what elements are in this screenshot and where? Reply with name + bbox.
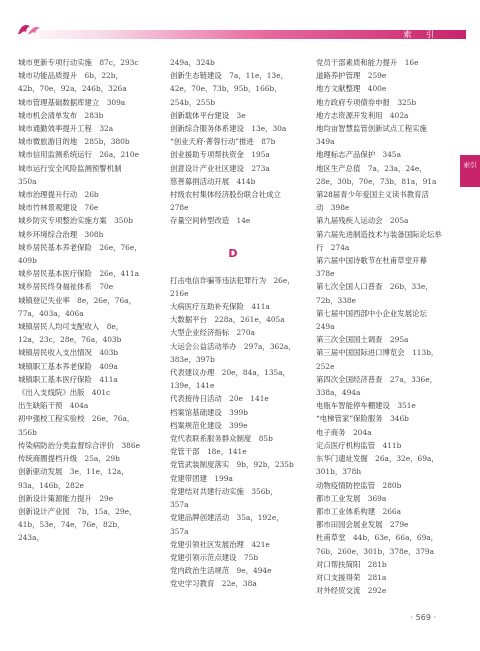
index-term: 第六届先进制造技术与装备国际论坛举行 — [316, 229, 442, 252]
page-refs: 113b，252e — [316, 348, 439, 371]
index-entry — [170, 109, 296, 122]
index-term: 创新生态链建设 — [170, 71, 230, 81]
index-term: 对口支援得荣 — [316, 572, 368, 582]
index-entry — [18, 280, 144, 293]
index-term: 都市工业体系构建 — [316, 506, 383, 516]
index-entry — [170, 135, 296, 148]
page-refs: 29e — [99, 493, 114, 503]
index-entry — [316, 479, 442, 492]
index-term: 动物疫情防控监管 — [316, 480, 383, 490]
page-refs: 205a — [389, 216, 409, 226]
index-term: 《出入支线院》出版 — [18, 388, 92, 398]
page-refs: 26a，210e — [99, 150, 139, 160]
index-term: 道路养护管理 — [316, 71, 368, 81]
index-term: 第七次全国人口普查 — [316, 282, 390, 292]
index-entry — [316, 228, 442, 254]
page-refs: 195a — [251, 150, 270, 160]
page-refs: 9e，494e — [236, 566, 272, 576]
index-entry — [316, 82, 442, 95]
index-entry — [18, 96, 144, 109]
index-term: 第28届青少年爱国主义读书教育活动 — [316, 190, 429, 213]
page-refs: 70e — [99, 282, 114, 292]
index-term: 城市机会清单发布 — [18, 110, 85, 120]
page-refs: 26a，32e，69a，301b，378h — [316, 454, 439, 477]
index-term: 城市功能品质提升 — [18, 71, 85, 81]
page-refs: 399b — [229, 407, 248, 417]
index-entry — [18, 360, 144, 373]
index-entry — [316, 571, 442, 584]
index-term: 城镇职工基本养老保险 — [18, 361, 100, 371]
index-term: 城市竹林景观建设 — [18, 203, 85, 213]
page-refs: 26e，76a，356b — [18, 414, 135, 437]
index-term: 城乡居民终身福祉体系 — [18, 282, 100, 292]
index-entry — [18, 109, 144, 122]
index-entry — [316, 373, 442, 399]
index-term: “创业天府·菁蓉行动”推进 — [170, 137, 262, 147]
page-refs: 87b — [261, 137, 276, 147]
index-term: 城乡居民基本养老保险 — [18, 242, 100, 252]
index-term: 党建带团建 — [170, 473, 215, 483]
index-term: 初中强校工程实验校 — [18, 414, 92, 424]
index-column-2 — [170, 56, 296, 591]
index-entry — [18, 452, 144, 465]
index-entry — [170, 188, 296, 214]
page-refs: 297a，362a，383e，397b — [170, 341, 296, 364]
index-term: 城镇居民收入支出情况 — [18, 348, 100, 358]
index-term: 城市管理基础数据库建立 — [18, 97, 107, 107]
page-refs: 409a — [99, 361, 118, 371]
index-column-3 — [316, 56, 442, 597]
page-refs: 204a — [352, 427, 372, 437]
index-term: 村级农村集体经济股份联合社成立 — [170, 190, 289, 200]
index-term: 代表建议办理 — [170, 368, 222, 378]
index-entry — [316, 505, 442, 518]
index-column-1 — [18, 56, 144, 545]
page-refs: 76e — [84, 203, 99, 213]
index-entry — [18, 201, 144, 214]
page-refs: 411a — [251, 302, 270, 312]
index-term: 党建结对共建行动实施 — [170, 486, 252, 496]
page-refs: 7a，23a，24e，28e，30b，70e，73b，81a，91a — [316, 163, 437, 186]
index-entry — [316, 492, 442, 505]
page-refs: 87c，293c — [99, 58, 139, 67]
page-refs: 26b，33e，72b，338e — [316, 282, 433, 305]
index-term: 对口帮扶简阳 — [316, 559, 368, 569]
page-refs: 308h — [84, 229, 104, 239]
index-entry — [316, 333, 442, 346]
index-term: 城市通勤效率提升工程 — [18, 124, 100, 134]
index-term: 地方文献整理 — [316, 84, 368, 94]
index-entry — [18, 162, 144, 188]
page-refs: 285b，380b — [84, 137, 130, 147]
index-term: 第四次全国经济普查 — [316, 374, 390, 384]
index-entry — [18, 412, 144, 438]
index-term: 地区生产总值 — [316, 163, 368, 173]
index-term: 创新设计产业园 — [18, 506, 78, 516]
index-term: 第六届中国诗歌节在杜甫草堂开幕 — [316, 256, 435, 266]
index-term: 存量空间转型改造 — [170, 216, 237, 226]
index-entry — [316, 584, 442, 597]
index-entry — [170, 148, 296, 161]
index-entry — [316, 531, 442, 557]
page-refs: 228a，261e，405a — [214, 315, 285, 325]
index-term: 城乡环境综合治理 — [18, 229, 85, 239]
index-entry — [18, 294, 144, 320]
index-term: 城市更新专项行动实施 — [18, 58, 100, 67]
page-refs: 8e，12a，23c，28e，76a，403b — [18, 322, 124, 345]
index-term: 都市工业发展 — [316, 493, 368, 503]
page-refs: 13e，30a — [251, 124, 287, 134]
page-refs: 259e — [367, 71, 387, 81]
page-refs: 411b — [382, 440, 402, 450]
index-entry — [316, 518, 442, 531]
page-refs: 7a，11e，13e，42e，70e，73b，95b，166b，254b，255b — [170, 71, 288, 107]
index-term: 打击电信诈骗等违法犯罪行为 — [170, 275, 274, 285]
page-refs: 3e — [236, 110, 246, 120]
index-entry — [18, 439, 144, 452]
page-refs: 9b，92b，235b — [236, 460, 294, 470]
page-refs: 351e — [397, 401, 416, 411]
index-term: 城镇职工基本医疗保险 — [18, 374, 100, 384]
page-refs: 20e 141e — [229, 394, 269, 404]
index-entry — [170, 214, 296, 227]
page-refs: 20e，84a，135a，139e，141e — [170, 368, 291, 391]
page-refs: 350b — [114, 216, 133, 226]
page-refs: 26e，76e，409b — [18, 242, 142, 266]
index-entry — [170, 564, 296, 577]
index-term: 党建引领示范点建设 — [170, 552, 244, 562]
index-term: 城市信用监测系统运行 — [18, 150, 100, 160]
page-refs: 85b — [258, 434, 273, 444]
index-entry — [316, 426, 442, 439]
page-refs: 22e，38a — [221, 579, 257, 589]
index-term: 第七届中国西部中小企业发展论坛 — [316, 308, 435, 318]
page-refs: 18e，141e — [206, 447, 247, 457]
index-entry — [18, 492, 144, 505]
index-entry — [170, 274, 296, 300]
header-title: 索 引 — [403, 30, 440, 39]
page-refs: 309a — [106, 97, 126, 107]
index-term: 档案馆基础建设 — [170, 407, 230, 417]
page-refs: 279e — [389, 520, 409, 530]
index-term: 地均亩智慧监管创新试点工程实施 — [316, 124, 435, 134]
page-refs: 35a，192e，357a — [170, 513, 284, 536]
index-term: 地方志资源开发利用 — [316, 110, 390, 120]
index-entry — [18, 56, 144, 69]
index-entry — [170, 511, 296, 537]
index-term: 城市运行安全风险监测预警机制 — [18, 163, 129, 173]
index-entry — [18, 148, 144, 161]
index-term: 党建引领社区发展治理 — [170, 539, 252, 549]
index-entry — [18, 135, 144, 148]
index-entry — [316, 254, 442, 280]
index-entry — [18, 386, 144, 399]
page-refs: 249a — [316, 322, 335, 332]
index-entry — [170, 538, 296, 551]
index-entry — [316, 188, 442, 214]
index-term: 慈善募捐活动开展 — [170, 176, 237, 186]
index-entry — [316, 109, 442, 122]
page-refs: 266a — [382, 506, 402, 516]
index-term: 创业援助专项帮扶资金 — [170, 150, 252, 160]
index-entry — [170, 313, 296, 326]
index-entry — [18, 320, 144, 346]
index-term: 大数据平台 — [170, 315, 215, 325]
page-refs: 295a — [389, 335, 409, 345]
index-entry — [170, 406, 296, 419]
page-refs: 345a — [382, 150, 402, 160]
index-entry — [170, 162, 296, 175]
index-side-tab[interactable]: 索引 — [460, 155, 480, 187]
page-refs: 8e，26e，76a，77a，403a，406a — [18, 295, 136, 318]
index-entry — [170, 551, 296, 564]
page-refs: 421e — [251, 539, 270, 549]
index-term: 传染病防治分类监督综合评价 — [18, 440, 122, 450]
index-entry — [18, 241, 144, 267]
index-term: 党员干部素质和能力提升 — [316, 58, 405, 67]
index-entry — [18, 69, 144, 95]
index-entry — [316, 162, 442, 188]
page-refs: 404a — [69, 401, 89, 411]
index-term: 都市田园会展业发展 — [316, 520, 390, 530]
index-term: 地理标志产品保护 — [316, 150, 383, 160]
index-entry — [170, 432, 296, 445]
index-entry — [316, 69, 442, 82]
index-entry — [316, 412, 442, 425]
page-refs: 356b，357a — [170, 486, 278, 510]
index-entry — [18, 465, 144, 491]
index-term: 档案规范化建设 — [170, 420, 230, 430]
page-refs: 414b — [236, 176, 256, 186]
index-term: 创意设计产业社区建设 — [170, 163, 252, 173]
index-entry — [316, 307, 442, 333]
index-term: 创新载体平台建设 — [170, 110, 237, 120]
index-entry — [316, 399, 442, 412]
index-term: 出生缺陷干预 — [18, 401, 70, 411]
page-refs: 280b — [382, 480, 402, 490]
index-term: 传统商圈提档升级 — [18, 454, 85, 464]
page-refs: 75b — [243, 552, 259, 562]
page-refs: 350a — [18, 176, 37, 186]
index-entry — [316, 122, 442, 148]
page-refs: 325b — [397, 97, 417, 107]
index-term: 东华门遗址发掘 — [316, 454, 376, 464]
index-term: 创新驱动发展 — [18, 467, 70, 477]
page-refs: 292e — [367, 586, 387, 596]
index-entry — [170, 577, 296, 590]
index-term: 第九届残疾人运动会 — [316, 216, 390, 226]
index-term: 杜甫草堂 — [316, 533, 353, 543]
index-term: 党代表联系服务群众制度 — [170, 434, 259, 444]
page-refs: 346b — [390, 414, 409, 424]
index-term: 城乡防灾专项整治实施方案 — [18, 216, 115, 226]
page-refs: 349a — [316, 137, 335, 147]
index-entry — [18, 228, 144, 241]
index-entry — [170, 445, 296, 458]
page-refs: 27a，336e，338a，494a — [316, 374, 437, 398]
page-refs: 44b，63e，66a，69a，76b，260e，301b，378e，379a — [316, 533, 439, 556]
page-refs: 270a — [236, 328, 256, 338]
page-refs: 26e，411a — [99, 269, 139, 279]
index-entry — [316, 56, 442, 69]
page-refs: 403b — [99, 348, 119, 358]
section-letter: D — [228, 246, 238, 260]
index-term: 第三次全国国土调查 — [316, 335, 390, 345]
index-entry — [316, 214, 442, 227]
index-entry — [18, 373, 144, 386]
page-refs: 399e — [229, 420, 248, 430]
page-refs: 278e — [170, 203, 189, 213]
index-term: 电瓶车智能停车棚建设 — [316, 401, 398, 411]
index-term: 党管武装制度落实 — [170, 460, 237, 470]
page-refs: 401c — [91, 388, 111, 398]
page-refs: 25a，29b — [84, 454, 120, 464]
page-refs: 281b — [367, 559, 387, 569]
index-entry — [170, 419, 296, 432]
page-refs: 3e，11e，12a，93a，146b，282e — [18, 467, 129, 490]
decorative-logo-icon — [14, 20, 42, 38]
page-refs: 400e — [367, 84, 387, 94]
page-refs: 273a — [251, 163, 270, 173]
index-entry — [316, 148, 442, 161]
index-entry — [170, 69, 296, 109]
index-term: “电梯管家”保险服务 — [316, 414, 391, 424]
index-term: 创新综合服务体系建设 — [170, 124, 252, 134]
page-refs: 402a — [389, 110, 409, 120]
index-term: 对外经贸交流 — [316, 586, 368, 596]
page-refs: 249a，324b — [170, 58, 215, 67]
index-term: 党管干部 — [170, 447, 207, 457]
page-number: · 569 · — [410, 613, 436, 622]
page-refs: 369a — [367, 493, 387, 503]
index-entry — [18, 346, 144, 359]
index-term: 城市治理提升行动 — [18, 190, 85, 200]
index-entry — [18, 267, 144, 280]
index-entry — [170, 458, 296, 471]
page-refs: 7b，15a，29e，41b，53e，74e，76e，82b，243a， — [18, 506, 137, 543]
page-refs: 6b，22b，42b，70e，92a，246b，326a — [18, 71, 127, 94]
page-refs: 16e — [404, 58, 419, 67]
index-term: 创新设计策源能力提升 — [18, 493, 100, 503]
index-entry — [170, 392, 296, 405]
index-entry — [18, 399, 144, 412]
index-term: 城镇居民人均可支配收入 — [18, 322, 107, 332]
index-entry — [18, 122, 144, 135]
index-term: 代表接待日活动 — [170, 394, 230, 404]
index-entry — [316, 96, 442, 109]
index-entry — [316, 439, 442, 452]
index-term: 城乡居民基本医疗保险 — [18, 269, 100, 279]
index-entry — [170, 366, 296, 392]
page-refs: 26e，216e — [170, 275, 295, 298]
page-refs: 199a — [214, 473, 233, 483]
index-entry — [170, 300, 296, 313]
index-term: 党内政治生活规范 — [170, 566, 237, 576]
index-term: 党建品牌创建活动 — [170, 513, 237, 523]
index-entry — [170, 485, 296, 511]
index-entry — [170, 56, 296, 69]
index-entry — [170, 122, 296, 135]
index-entry — [18, 505, 144, 545]
page-refs: 32a — [99, 124, 114, 134]
index-term: 大病医疗互助补充保险 — [170, 302, 252, 312]
index-entry — [18, 188, 144, 201]
index-term: 大型企业经济指标 — [170, 328, 237, 338]
page-refs: 283b — [84, 110, 104, 120]
index-term: 定点医疗机构监管 — [316, 440, 383, 450]
page-refs: 386e — [121, 440, 140, 450]
index-entry — [316, 280, 442, 306]
index-entry — [316, 346, 442, 372]
index-entry — [18, 214, 144, 227]
index-entry — [316, 452, 442, 478]
page-refs: 398e — [330, 203, 350, 213]
index-term: 第三届中国国际进口博览会 — [316, 348, 413, 358]
index-entry — [170, 472, 296, 485]
page-refs: 411a — [99, 374, 118, 384]
page-refs: 14e — [236, 216, 251, 226]
index-entry — [170, 340, 296, 366]
page-refs: 281a — [367, 572, 387, 582]
index-entry — [170, 326, 296, 339]
index-term: 电子商务 — [316, 427, 353, 437]
index-term: 大运会公益活动举办 — [170, 341, 244, 351]
page-refs: 26b — [84, 190, 99, 200]
index-entry — [170, 175, 296, 188]
page-refs: 274a — [330, 242, 350, 252]
index-term: 地方政府专项债券申报 — [316, 97, 398, 107]
page-refs: 378e — [316, 269, 335, 279]
index-term: 城镇登记失业率 — [18, 295, 78, 305]
header-bar — [14, 30, 466, 39]
index-term: 党史学习教育 — [170, 579, 222, 589]
index-term: 城市微旅游目的地 — [18, 137, 85, 147]
index-entry — [316, 558, 442, 571]
